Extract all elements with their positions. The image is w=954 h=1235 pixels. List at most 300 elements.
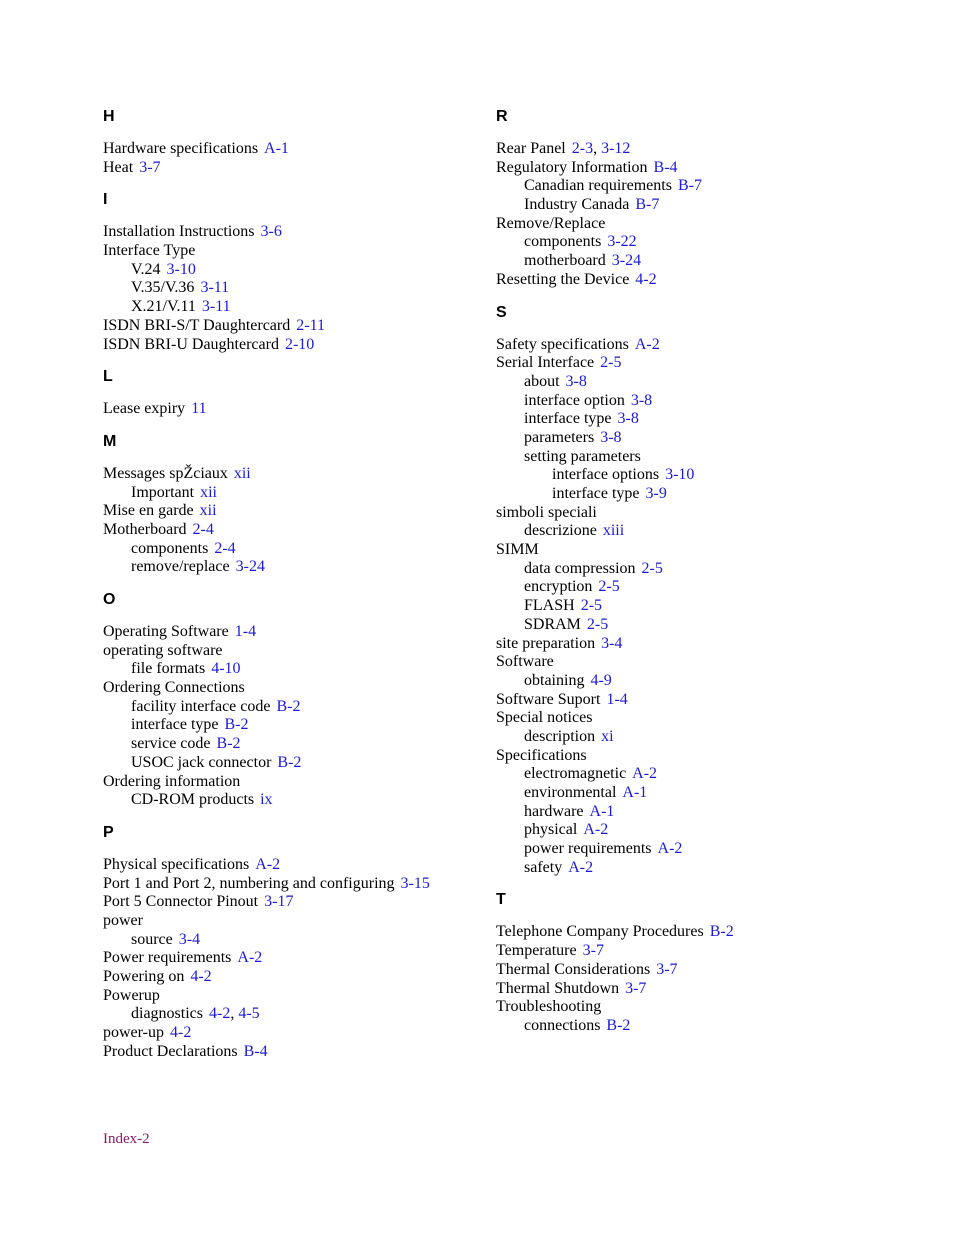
index-term: Rear Panel xyxy=(496,140,566,157)
page-refs xyxy=(600,354,621,371)
page-ref-link[interactable]: 3-22 xyxy=(607,233,637,251)
index-term: environmental xyxy=(524,784,617,801)
page-refs xyxy=(237,949,262,966)
index-term: facility interface code xyxy=(131,697,271,715)
index-term: interface options xyxy=(552,466,660,484)
index-term: Power requirements xyxy=(103,949,232,967)
page-ref-link[interactable]: 3-8 xyxy=(600,428,622,446)
page-ref-link[interactable]: B-7 xyxy=(677,177,702,195)
page-refs xyxy=(193,521,214,538)
page-refs xyxy=(590,803,615,820)
page-ref-link[interactable]: 3-8 xyxy=(630,391,653,409)
page-refs xyxy=(678,177,702,194)
index-term: Regulatory Information xyxy=(496,158,648,176)
index-term: Important xyxy=(131,483,195,501)
index-entry xyxy=(496,821,896,840)
index-entry xyxy=(496,803,896,822)
index-term: Powerup xyxy=(103,986,160,1004)
page-ref-link[interactable]: 3-4 xyxy=(601,634,623,652)
index-entry xyxy=(103,791,503,810)
index-term: file formats xyxy=(131,660,206,678)
index-term: Software Suport xyxy=(496,690,601,708)
page-ref-link[interactable]: 3-7 xyxy=(625,979,647,997)
index-term: site preparation xyxy=(496,634,596,652)
index-entry xyxy=(496,485,896,504)
page-ref-link[interactable]: ix xyxy=(260,791,273,809)
index-term: Installation Instructions xyxy=(103,223,255,241)
index-term: motherboard xyxy=(524,252,606,270)
page-ref-link[interactable]: 2-5 xyxy=(598,578,620,596)
page-refs xyxy=(635,196,659,213)
index-term: obtaining xyxy=(524,671,585,689)
index-section xyxy=(496,889,896,1035)
index-entry xyxy=(496,541,896,560)
index-term: Industry Canada xyxy=(524,196,630,214)
index-entry xyxy=(496,410,896,429)
index-term: Temperature xyxy=(496,942,577,960)
page-ref-link[interactable]: 4-5 xyxy=(238,1005,260,1023)
index-entry xyxy=(103,698,503,717)
index-entry xyxy=(103,949,503,968)
section-letter: I xyxy=(103,191,108,209)
page-refs xyxy=(656,961,677,978)
page-refs xyxy=(581,597,602,614)
page-refs xyxy=(658,840,683,857)
page-ref-link[interactable]: xii xyxy=(233,464,251,482)
page-ref-link[interactable]: 2-4 xyxy=(214,539,236,557)
page-ref-link[interactable]: B-2 xyxy=(224,716,249,734)
index-term: hardware xyxy=(524,802,584,820)
page-refs xyxy=(276,698,300,715)
index-entry xyxy=(496,336,896,355)
index-entry xyxy=(103,261,503,280)
index-entry xyxy=(103,502,503,521)
index-entry xyxy=(103,773,503,792)
page-ref-link[interactable]: A-2 xyxy=(255,855,281,873)
index-entry xyxy=(496,765,896,784)
index-entry xyxy=(496,672,896,691)
index-entry xyxy=(496,271,896,290)
page-ref-link[interactable]: 1-4 xyxy=(606,690,628,708)
page-ref-link[interactable]: 3-6 xyxy=(260,223,282,241)
index-term: descrizione xyxy=(524,522,597,540)
page-refs xyxy=(635,271,656,288)
index-entry xyxy=(103,400,503,419)
index-term: ISDN BRI-S/T Daughtercard xyxy=(103,316,291,334)
page-ref-link[interactable]: 3-12 xyxy=(601,140,631,157)
page-refs xyxy=(167,261,196,278)
page-refs xyxy=(202,298,231,315)
index-entry xyxy=(496,504,896,523)
page-ref-link[interactable]: A-2 xyxy=(634,335,660,353)
index-entry xyxy=(103,159,503,178)
index-term: Interface Type xyxy=(103,242,196,260)
index-entry xyxy=(496,942,896,961)
page-refs xyxy=(622,784,647,801)
page-ref-link[interactable]: B-2 xyxy=(216,735,241,753)
page-ref-link[interactable]: 4-2 xyxy=(635,270,657,288)
page-ref-link[interactable]: 2-5 xyxy=(586,615,609,633)
index-entry xyxy=(496,980,896,999)
page-refs xyxy=(244,1043,268,1060)
index-term: data compression xyxy=(524,559,636,577)
index-section xyxy=(103,589,503,810)
page-refs xyxy=(225,716,249,733)
index-entry xyxy=(103,716,503,735)
page-ref-link[interactable]: B-7 xyxy=(635,196,660,214)
section-letter: L xyxy=(103,368,113,386)
index-term: Mise en garde xyxy=(103,502,194,520)
index-column-right xyxy=(496,106,896,1048)
index-term: simboli speciali xyxy=(496,503,597,521)
page-refs xyxy=(606,1017,630,1034)
page-refs xyxy=(583,942,604,959)
page-refs xyxy=(277,754,301,771)
index-entry xyxy=(496,635,896,654)
index-term: parameters xyxy=(524,428,595,446)
page-refs xyxy=(635,336,660,353)
page-ref-link[interactable]: A-2 xyxy=(657,840,683,858)
page-refs xyxy=(572,140,631,157)
index-term: Port 5 Connector Pinout xyxy=(103,893,259,911)
index-entry xyxy=(496,196,896,215)
index-term: Specifications xyxy=(496,746,587,764)
index-entry xyxy=(103,679,503,698)
index-term: safety xyxy=(524,858,563,876)
page-refs xyxy=(200,502,217,519)
page-ref-link[interactable]: A-2 xyxy=(583,821,609,839)
index-entry xyxy=(496,392,896,411)
index-entry xyxy=(496,140,896,159)
index-term: CD-ROM products xyxy=(131,791,255,809)
page-ref-link[interactable]: A-1 xyxy=(622,784,648,801)
index-term: Messages spŽciaux xyxy=(103,464,228,482)
page-ref-link[interactable]: A-2 xyxy=(632,765,658,783)
page-refs xyxy=(600,429,621,446)
index-entry xyxy=(103,317,503,336)
page-refs xyxy=(217,735,241,752)
page-ref-link[interactable]: 1-4 xyxy=(234,623,257,640)
index-entry xyxy=(103,968,503,987)
page-refs xyxy=(264,140,289,157)
page-refs xyxy=(236,558,265,575)
page-refs xyxy=(625,980,646,997)
index-term: power requirements xyxy=(524,840,652,858)
index-entry xyxy=(496,1017,896,1036)
index-term: X.21/V.11 xyxy=(131,298,196,316)
page-ref-link[interactable]: B-4 xyxy=(653,158,678,176)
index-entry xyxy=(496,466,896,485)
page-ref-link[interactable]: 2-4 xyxy=(192,520,214,538)
index-entry xyxy=(103,1043,503,1062)
index-term: SIMM xyxy=(496,541,539,559)
index-entry xyxy=(103,558,503,577)
index-section xyxy=(103,366,503,419)
page-refs xyxy=(260,791,272,808)
index-term: interface option xyxy=(524,391,625,409)
index-entry xyxy=(496,373,896,392)
index-term: interface type xyxy=(524,410,612,428)
page-ref-link[interactable]: A-2 xyxy=(237,949,263,967)
index-term: interface type xyxy=(552,485,640,502)
index-term: components xyxy=(131,539,209,557)
index-entry-list xyxy=(103,140,503,177)
page-refs xyxy=(211,660,240,677)
index-entry xyxy=(496,998,896,1017)
page-ref-link[interactable]: 11 xyxy=(191,400,207,418)
index-entry xyxy=(103,279,503,298)
index-entry xyxy=(496,429,896,448)
index-entry xyxy=(496,840,896,859)
page-ref-link[interactable]: 3-11 xyxy=(200,279,230,297)
page-refs xyxy=(598,578,619,595)
page-refs xyxy=(285,336,314,353)
index-term: Safety specifications xyxy=(496,335,629,353)
page-number: Index-2 xyxy=(103,1131,150,1147)
index-entry xyxy=(496,728,896,747)
index-term: Powering on xyxy=(103,968,185,985)
index-entry xyxy=(496,252,896,271)
index-term: power xyxy=(103,911,143,929)
page-ref-link[interactable]: 2-11 xyxy=(296,316,325,334)
index-entry xyxy=(103,987,503,1006)
index-entry xyxy=(496,859,896,878)
page-refs xyxy=(234,465,251,482)
index-term: Thermal Shutdown xyxy=(496,979,620,997)
index-entry xyxy=(103,875,503,894)
index-term: Telephone Company Procedures xyxy=(496,923,704,941)
index-entry xyxy=(496,616,896,635)
index-term: service code xyxy=(131,735,211,753)
index-entry-list xyxy=(103,856,503,1062)
index-term: Motherboard xyxy=(103,520,187,538)
index-term: Canadian requirements xyxy=(524,177,672,195)
page-ref-link[interactable]: 3-8 xyxy=(565,372,587,390)
page-ref-link[interactable]: 2-5 xyxy=(600,354,622,372)
page-ref-link[interactable]: 3-4 xyxy=(178,930,201,948)
page-ref-link[interactable]: 2-5 xyxy=(580,597,603,615)
index-section xyxy=(496,302,896,878)
index-entry xyxy=(496,233,896,252)
index-term: Remove/Replace xyxy=(496,214,606,232)
index-term: Physical specifications xyxy=(103,855,250,873)
page-ref-link[interactable]: B-2 xyxy=(277,753,302,771)
index-term: description xyxy=(524,727,596,745)
page-refs xyxy=(587,616,608,633)
index-term: SDRAM xyxy=(524,615,581,633)
index-entry xyxy=(496,961,896,980)
index-entry xyxy=(103,660,503,679)
page-ref-link[interactable]: xi xyxy=(601,727,614,745)
page-refs xyxy=(190,968,211,985)
page-ref-link[interactable]: 2-3 xyxy=(571,140,594,157)
index-term: operating software xyxy=(103,641,223,659)
index-entry xyxy=(103,465,503,484)
page-ref-link[interactable]: 3-17 xyxy=(264,893,294,911)
section-letter: R xyxy=(496,108,508,125)
index-term: Operating Software xyxy=(103,623,229,640)
page-ref-link[interactable]: 2-10 xyxy=(284,335,315,353)
index-term: Thermal Considerations xyxy=(496,960,651,978)
page-refs xyxy=(566,373,587,390)
index-entry xyxy=(496,159,896,178)
page-refs xyxy=(179,931,200,948)
index-section xyxy=(103,431,503,577)
index-entry xyxy=(496,923,896,942)
page-ref-link[interactable]: 3-24 xyxy=(611,252,642,270)
index-entry xyxy=(496,578,896,597)
index-entry xyxy=(496,448,896,467)
page-ref-link[interactable]: B-2 xyxy=(276,697,301,715)
index-entry xyxy=(496,691,896,710)
index-entry-list xyxy=(103,400,503,419)
page-refs xyxy=(568,859,593,876)
page-refs xyxy=(264,893,293,910)
index-term: Ordering information xyxy=(103,772,241,790)
page-refs xyxy=(601,728,613,745)
index-entry xyxy=(103,856,503,875)
section-letter: H xyxy=(103,108,115,125)
index-term: Heat xyxy=(103,158,134,176)
page-ref-link[interactable]: 3-10 xyxy=(166,260,196,278)
index-entry xyxy=(103,242,503,261)
index-entry xyxy=(496,215,896,234)
page-ref-link[interactable]: 4-9 xyxy=(590,671,612,689)
index-term: Software xyxy=(496,653,554,671)
index-term: electromagnetic xyxy=(524,765,627,783)
index-term: setting parameters xyxy=(524,447,641,465)
page-ref-link[interactable]: 4-2 xyxy=(190,968,212,985)
page-ref-link[interactable]: xii xyxy=(200,483,217,501)
index-term: about xyxy=(524,372,560,390)
page-ref-link[interactable]: 4-2 xyxy=(209,1005,231,1023)
page-ref-link[interactable]: A-1 xyxy=(589,802,615,820)
page-ref-link[interactable]: B-2 xyxy=(709,923,734,941)
page-refs xyxy=(296,317,325,334)
index-term: V.24 xyxy=(131,260,161,278)
index-term: remove/replace xyxy=(131,558,230,576)
section-letter: S xyxy=(496,303,507,321)
index-term: Troubleshooting xyxy=(496,998,602,1016)
page-refs xyxy=(583,821,608,838)
page-refs xyxy=(646,485,667,502)
index-term: Lease expiry xyxy=(103,400,186,418)
page-ref-link[interactable]: 3-10 xyxy=(665,466,695,484)
index-entry xyxy=(103,893,503,912)
index-entry xyxy=(103,931,503,950)
index-term: V.35/V.36 xyxy=(131,279,195,297)
index-entry-list xyxy=(103,465,503,577)
page-ref-link[interactable]: 3-7 xyxy=(582,942,604,960)
page-refs xyxy=(654,159,678,176)
page-ref-link[interactable]: 3-11 xyxy=(201,298,231,316)
index-term: encryption xyxy=(524,578,593,596)
index-entry xyxy=(103,521,503,540)
index-entry xyxy=(496,597,896,616)
page-ref-link[interactable]: 3-15 xyxy=(400,874,430,892)
page-ref-link[interactable]: 3-7 xyxy=(139,158,161,176)
index-entry xyxy=(103,484,503,503)
page-ref-link[interactable]: 3-24 xyxy=(235,558,265,576)
index-term: Product Declarations xyxy=(103,1042,238,1060)
page-ref-link[interactable]: B-4 xyxy=(243,1042,268,1060)
page-ref-link[interactable]: A-1 xyxy=(264,140,289,157)
page-ref-link[interactable]: xii xyxy=(199,502,217,520)
index-entry xyxy=(496,784,896,803)
page-refs xyxy=(200,484,217,501)
page-refs xyxy=(209,1005,260,1022)
page-ref-link[interactable]: 4-2 xyxy=(170,1024,192,1042)
index-entry xyxy=(103,336,503,355)
index-term: source xyxy=(131,930,173,948)
index-section xyxy=(103,106,503,177)
page-ref-link[interactable]: xiii xyxy=(602,522,625,540)
index-term: Serial Interface xyxy=(496,354,595,372)
index-term: power-up xyxy=(103,1024,164,1042)
index-term: Port 1 and Port 2, numbering and configuring xyxy=(103,874,395,892)
index-entry xyxy=(103,223,503,242)
page-ref-link[interactable]: A-2 xyxy=(568,858,594,876)
page-ref-link[interactable]: 3-8 xyxy=(617,410,639,428)
page-ref-link[interactable]: 4-10 xyxy=(211,660,241,678)
index-entry xyxy=(103,912,503,931)
page-ref-link[interactable]: 2-5 xyxy=(641,559,663,577)
index-entry xyxy=(496,354,896,373)
page-refs xyxy=(642,560,663,577)
index-entry xyxy=(103,1024,503,1043)
section-letter: M xyxy=(103,432,117,450)
page-refs xyxy=(401,875,430,892)
index-column-left xyxy=(103,106,503,1073)
page-refs xyxy=(603,522,624,539)
page-ref-link[interactable]: 3-9 xyxy=(645,485,667,502)
index-term: interface type xyxy=(131,716,219,734)
index-term: diagnostics xyxy=(131,1005,203,1023)
index-term: components xyxy=(524,233,602,251)
page-refs xyxy=(261,223,282,240)
index-entry-list xyxy=(496,336,896,878)
index-term: FLASH xyxy=(524,597,575,615)
index-section xyxy=(103,189,503,354)
page-ref-link[interactable]: 3-7 xyxy=(656,960,678,978)
index-term: ISDN BRI-U Daughtercard xyxy=(103,335,279,353)
index-term: Special notices xyxy=(496,709,593,727)
section-letter: T xyxy=(496,891,506,909)
section-letter: O xyxy=(103,591,116,608)
index-entry xyxy=(496,653,896,672)
index-term: physical xyxy=(524,821,578,839)
index-term: Ordering Connections xyxy=(103,679,245,697)
page-refs xyxy=(139,159,160,176)
index-entry xyxy=(103,623,503,642)
index-entry-list xyxy=(103,623,503,810)
page-refs xyxy=(255,856,280,873)
page-refs xyxy=(612,252,641,269)
page-ref-link[interactable]: B-2 xyxy=(606,1016,631,1034)
page-refs xyxy=(170,1024,191,1041)
index-entry xyxy=(103,298,503,317)
index-term: Resetting the Device xyxy=(496,270,630,288)
index-entry-list xyxy=(103,223,503,354)
page-refs xyxy=(632,765,657,782)
page-refs xyxy=(710,923,734,940)
index-entry xyxy=(103,642,503,661)
section-letter: P xyxy=(103,823,114,841)
index-term: USOC jack connector xyxy=(131,753,272,771)
index-entry xyxy=(496,747,896,766)
index-entry xyxy=(103,754,503,773)
index-entry-list xyxy=(496,923,896,1035)
